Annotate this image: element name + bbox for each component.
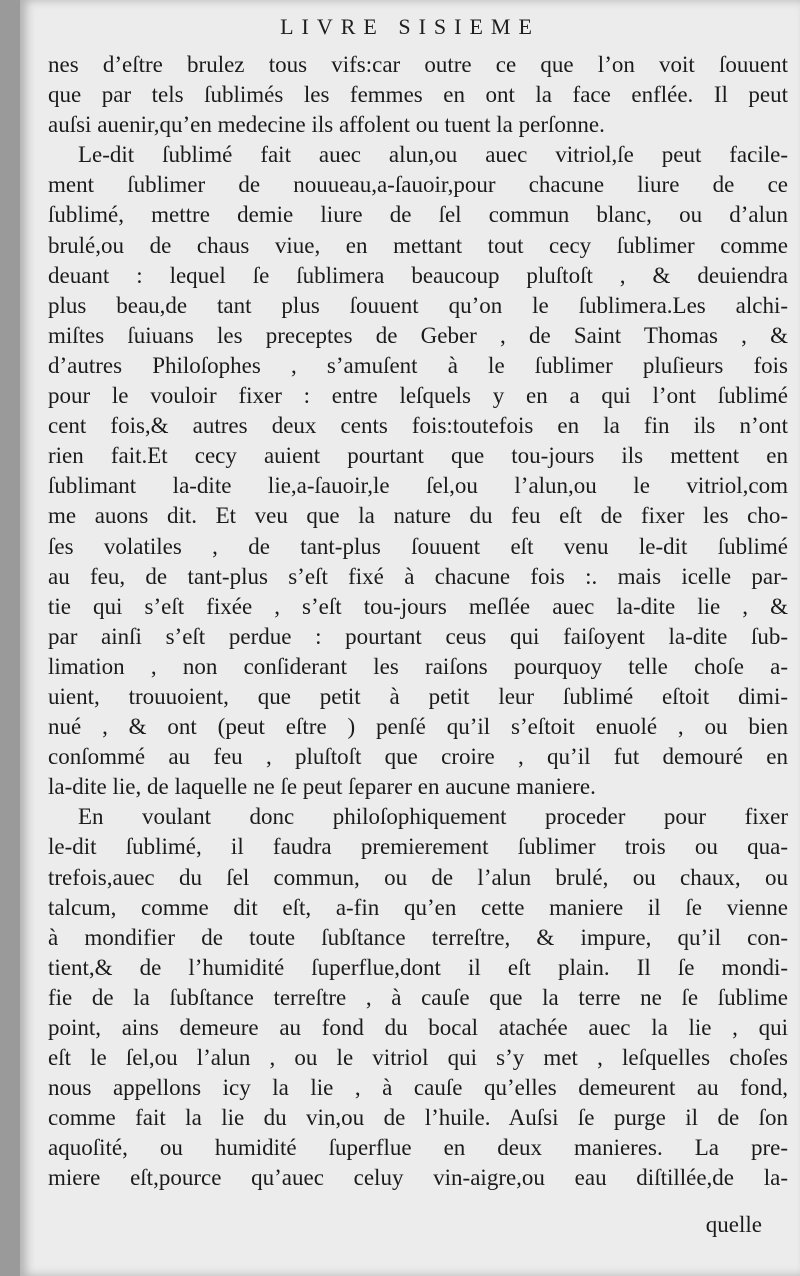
text-line: nué , & ont (peut eſtre ) penſé qu’il s’eſtoit enuolé , ou bien	[48, 714, 788, 740]
text-line: nes d’eſtre brulez tous vifs:car outre ce que l’on voit ſouuent	[48, 52, 788, 77]
text-line: d’autres Philoſophes , s’amuſent à le ſublimer pluſieurs fois	[48, 352, 788, 378]
text-line: En voulant donc philoſophiquement proceder pour fixer	[78, 804, 788, 830]
text-line: trefois,auec du ſel commun, ou de l’alun brulé, ou chaux, ou	[48, 864, 788, 890]
text-line: uient, trouuoient, que petit à petit leur ſublimé eſtoit dimi-	[48, 683, 788, 709]
text-line: miſtes ſuiuans les preceptes de Geber , de Saint Thomas , &	[48, 322, 788, 348]
running-head: LIVRE SISIEME	[280, 14, 540, 39]
book-page	[20, 0, 800, 1276]
body-text	[48, 50, 788, 1194]
text-line: ſublimant la-dite lie,a-ſauoir,le ſel,ou l’alun,ou le vitriol,com	[48, 473, 788, 499]
text-line: Le-dit ſublimé fait auec alun,ou auec vitriol,ſe peut facile-	[78, 142, 788, 168]
text-line: la-dite lie, de laquelle ne ſe peut ſeparer en aucune maniere.	[48, 774, 596, 800]
text-line: aquoſité, ou humidité ſuperflue en deux manieres. La pre-	[48, 1135, 788, 1161]
text-line: brulé,ou de chaus viue, en mettant tout cecy ſublimer comme	[48, 232, 788, 258]
text-line: tient,& de l’humidité ſuperflue,dont il eſt plain. Il ſe mondi-	[48, 954, 788, 980]
text-line: ſes volatiles , de tant-plus ſouuent eſt venu le-dit ſublimé	[48, 533, 788, 559]
text-line: limation , non conſiderant les raiſons pourquoy telle choſe a-	[48, 653, 788, 679]
text-line: nous appellons icy la lie , à cauſe qu’elles demeurent au fond,	[48, 1075, 788, 1101]
text-line: au feu, de tant-plus s’eſt fixé à chacune fois :. mais icelle par-	[48, 563, 788, 589]
text-line: plus beau,de tant plus ſouuent qu’on le ſublimera.Les alchi-	[48, 292, 788, 318]
text-line: conſommé au feu , pluſtoſt que croire , qu’il fut demouré en	[48, 744, 788, 770]
text-line: cent fois,& autres deux cents fois:toutefois en la fin ils n’ont	[48, 413, 788, 439]
text-line: à mondifier de toute ſubſtance terreſtre, & impure, qu’il con-	[48, 924, 788, 950]
text-line: talcum, comme dit eſt, a-fin qu’en cette maniere il ſe vienne	[48, 894, 788, 920]
text-line: ſublimé, mettre demie liure de ſel commun blanc, ou d’alun	[48, 202, 788, 228]
text-line: auſsi auenir,qu’en medecine ils affolent ou tuent la perſonne.	[48, 112, 605, 138]
text-line: rien fait.Et cecy auient pourtant que tou-jours ils mettent en	[48, 443, 788, 469]
text-line: miere eſt,pource qu’auec celuy vin-aigre,ou eau diſtillée,de la-	[48, 1165, 788, 1191]
text-line: tie qui s’eſt fixée , s’eſt tou-jours meſlée auec la-dite lie , &	[48, 593, 788, 619]
text-line: fie de la ſubſtance terreſtre , à cauſe que la terre ne ſe ſublime	[48, 984, 788, 1010]
text-line: eſt le ſel,ou l’alun , ou le vitriol qui s’y met , leſquelles choſes	[48, 1045, 788, 1071]
text-line: me auons dit. Et veu que la nature du feu eſt de fixer les cho-	[48, 503, 788, 529]
catchword: quelle	[705, 1212, 762, 1237]
text-line: pour le vouloir fixer : entre leſquels y en a qui l’ont ſublimé	[48, 383, 788, 409]
text-line: que par tels ſublimés les femmes en ont la face enflée. Il peut	[48, 82, 788, 108]
text-line: deuant : lequel ſe ſublimera beaucoup pluſtoſt , & deuiendra	[48, 262, 788, 288]
text-line: le-dit ſublimé, il faudra premierement ſublimer trois ou qua-	[48, 834, 788, 860]
text-line: comme fait la lie du vin,ou de l’huile. Auſsi ſe purge il de ſon	[48, 1105, 788, 1131]
text-line: ment ſublimer de nouueau,a-ſauoir,pour chacune liure de ce	[48, 172, 788, 198]
text-line: par ainſi s’eſt perdue : pourtant ceus qui faiſoyent la-dite ſub-	[48, 623, 788, 649]
text-line: point, ains demeure au fond du bocal atachée auec la lie , qui	[48, 1015, 788, 1040]
